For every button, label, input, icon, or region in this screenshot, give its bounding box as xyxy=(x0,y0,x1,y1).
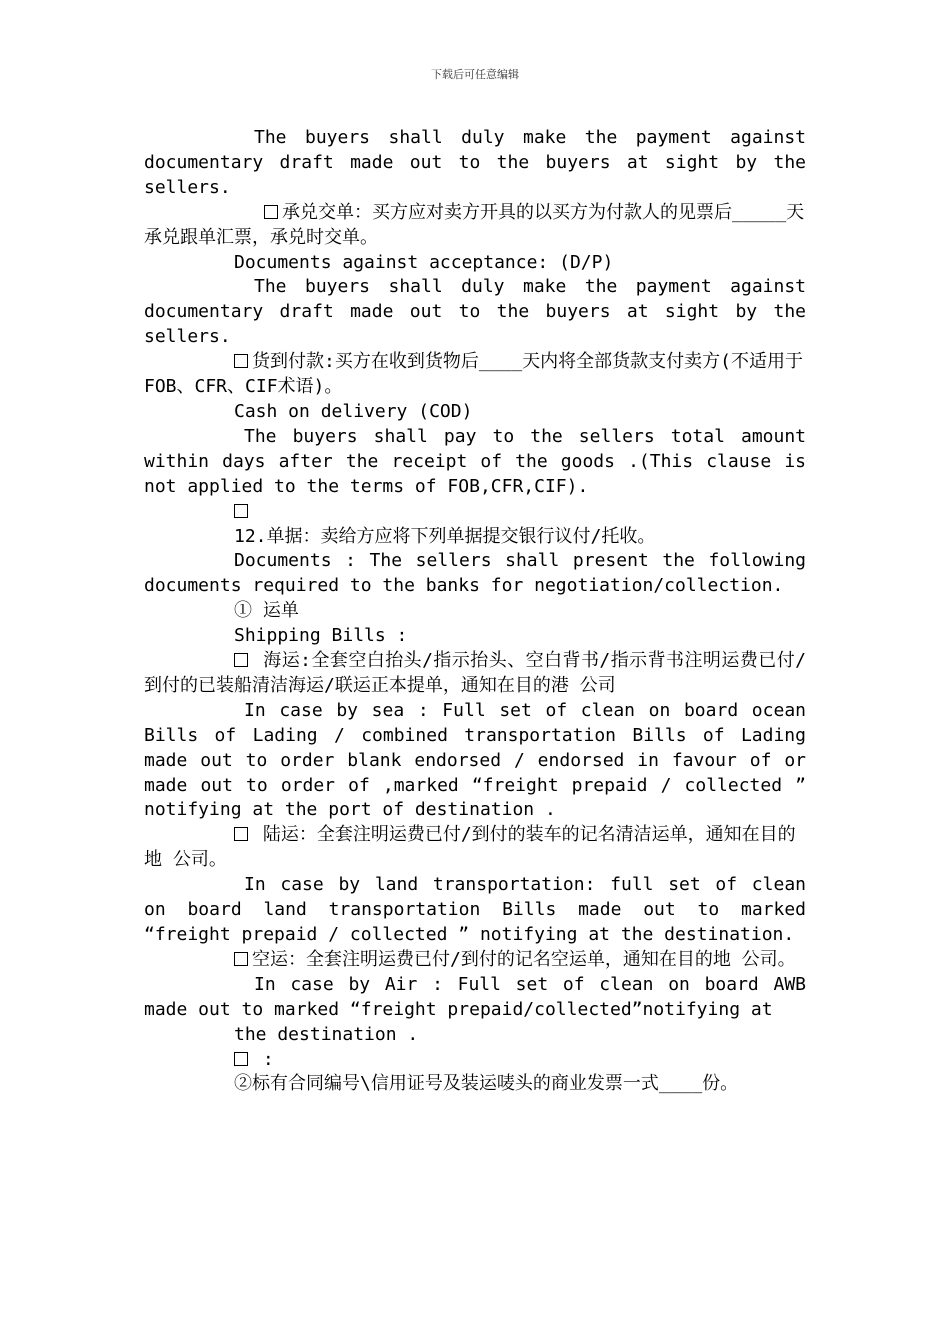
paragraph-shipping-bills-en: Shipping Bills : xyxy=(234,625,408,647)
checkbox-cash-on-delivery[interactable] xyxy=(234,354,248,368)
paragraph-documents-against-acceptance-en: Documents against acceptance: (D/P) xyxy=(234,251,614,273)
paragraph-payment-against-draft-1: The buyers shall duly make the payment against documentary draft made out to the buyers at sight by the sellers. xyxy=(144,127,806,198)
paragraph-payment-against-draft-2: The buyers shall duly make the payment against documentary draft made out to the buyers at sight by the sellers. xyxy=(144,276,806,348)
paragraph-sea-transport-cn: 海运:全套空白抬头/指示抬头、空白背书/指示背书注明运费已付/到付的已装船清洁海运/联运正本提单，通知在目的港 公司 xyxy=(144,650,806,696)
checkbox-other-payment[interactable] xyxy=(234,504,248,518)
paragraph-sea-transport-en: In case by sea : Full set of clean on board ocean Bills of Lading / combined transportation Bills of Lading made out to order blank endorsed / endorsed in favour of or made out to order of ,marked “freight prepaid / collected ” notifying at the port of destination . xyxy=(144,699,806,821)
paragraph-air-transport-en: In case by Air : Full set of clean on board AWB made out to marked “freight prepaid/collected”notifying at xyxy=(144,973,806,1020)
checkbox-sea-transport[interactable] xyxy=(234,653,248,667)
paragraph-empty-checkbox xyxy=(144,500,806,525)
paragraph-air-transport-cn: 空运：全套注明运费已付/到付的记名空运单，通知在目的地 公司。 xyxy=(144,948,806,973)
paragraph-documents-heading-cn: 12.单据：卖给方应将下列单据提交银行议付/托收。 xyxy=(234,525,656,547)
paragraph-cash-on-delivery-en: Cash on delivery (COD) xyxy=(234,400,473,422)
page-header: 下载后可任意编辑 xyxy=(431,68,519,81)
paragraph-commercial-invoice: ②标有合同编号\信用证号及装运唛头的商业发票一式____份。 xyxy=(234,1073,739,1095)
checkbox-air-transport[interactable] xyxy=(234,952,248,966)
paragraph-documents-heading-en: Documents : The sellers shall present the following documents required to the banks for negotiation/collection. xyxy=(144,550,806,597)
checkbox-land-transport[interactable] xyxy=(234,827,248,841)
document-body xyxy=(144,126,806,1097)
checkbox-acceptance[interactable] xyxy=(264,205,278,219)
paragraph-other-transport: : xyxy=(144,1048,806,1073)
paragraph-air-destination: the destination . xyxy=(234,1023,419,1045)
checkbox-other-transport[interactable] xyxy=(234,1052,248,1066)
paragraph-documents-against-acceptance-cn: 承兑交单：买方应对卖方开具的以买方为付款人的见票后_____天承兑跟单汇票，承兑时交单。 xyxy=(144,201,805,248)
paragraph-shipping-bills-cn: ① 运单 xyxy=(234,600,299,622)
paragraph-land-transport-cn: 陆运：全套注明运费已付/到付的装车的记名清洁运单，通知在目的地 公司。 xyxy=(144,824,796,871)
paragraph-land-transport-en: In case by land transportation: full set of clean on board land transportation Bills made out to marked “freight prepaid / collected ” notifying at the destination. xyxy=(144,874,806,945)
paragraph-cod-clause: The buyers shall pay to the sellers total amount within days after the receipt of the goods .(This clause is not applied to the terms of FOB,CFR,CIF). xyxy=(144,425,806,497)
paragraph-cash-on-delivery-cn: 货到付款:买方在收到货物后____天内将全部货款支付卖方(不适用于FOB、CFR、CIF术语)。 xyxy=(144,351,804,398)
